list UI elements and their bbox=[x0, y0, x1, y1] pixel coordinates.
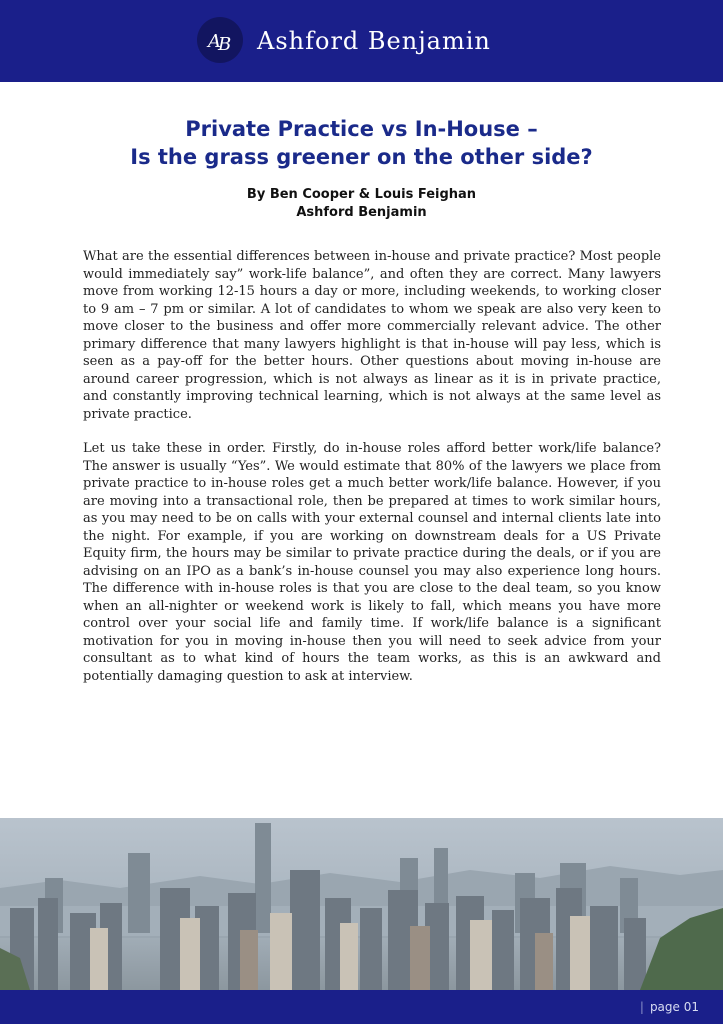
svg-text:B: B bbox=[218, 34, 232, 55]
paragraph-1: What are the essential differences between in-house and private practice? Most people would immediately say” work-life balance”, and often they are correct. Many lawyers move from working 12-15 hours a day or more, including weekends, to working closer to 9 am – 7 pm or similar. A lot of candidates to whom we speak are also very keen to move closer to the business and offer more commercially relevant advice. The other primary difference that many lawyers highlight is that in-house will pay less, which is seen as a pay-off for the better hours. Other questions about moving in-house are around career progression, which is not always as linear as it is in private practice, and constantly improving technical learning, which is not always at the same level as private practice. bbox=[83, 249, 661, 422]
monogram-icon bbox=[203, 23, 237, 57]
byline-company: Ashford Benjamin bbox=[296, 205, 427, 220]
page-title bbox=[40, 115, 683, 171]
title-line-2: Is the grass greener on the other side? bbox=[130, 145, 593, 169]
city-skyline-image bbox=[0, 818, 723, 990]
page-number bbox=[640, 999, 699, 1015]
brand-logo bbox=[197, 17, 243, 63]
title-line-1: Private Practice vs In-House – bbox=[185, 117, 538, 141]
byline-authors: By Ben Cooper & Louis Feighan bbox=[246, 187, 477, 202]
article-body bbox=[83, 248, 661, 702]
brand-name: Ashford Benjamin bbox=[257, 27, 491, 55]
header-band bbox=[0, 0, 723, 82]
page-number-label: page 01 bbox=[649, 1000, 699, 1014]
svg-text:A: A bbox=[208, 31, 221, 52]
page-number-separator: | bbox=[639, 1000, 644, 1014]
paragraph-2: Let us take these in order. Firstly, do in-house roles afford better work/life balance? The answer is usually “Yes”. We would estimate that 80% of the lawyers we place from private practice to in-house roles get a much better work/life balance. However, if you are moving into a transactional role, then be prepared at times to work similar hours, as you may need to be on calls with your external counsel and internal clients late into the night. For example, if you are working on downstream deals for a US Private Equity firm, the hours may be similar to private practice during the deals, or if you are advising on an IPO as a bank’s in-house counsel you may also experience long hours. The difference with in-house roles is that you are close to the deal team, so you know when an all-nighter or weekend work is likely to fall, which means you have more control over your social life and family time. If work/life balance is a significant motivation for you in moving in-house then you will need to seek advice from your consultant as to what kind of hours the team works, as this is an awkward and potentially damaging question to ask at interview. bbox=[83, 441, 661, 684]
footer-band bbox=[0, 990, 723, 1024]
byline bbox=[40, 186, 683, 222]
